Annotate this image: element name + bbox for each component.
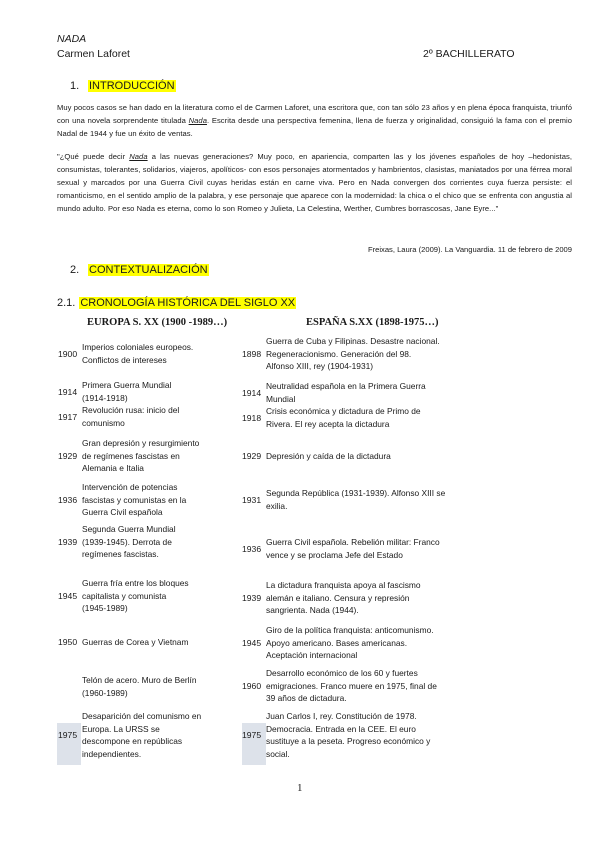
section-2-title: CONTEXTUALIZACIÓN [89,264,208,276]
spain-year-1931: 1931 [242,494,262,505]
europe-event-line: Gran depresión y resurgimiento [82,438,200,448]
intro-work-title: Nada [188,116,207,125]
intro-text-start: Muy pocos casos se han dado en la literatura como el de Carmen Laforet, una escritora que, con tan sólo 23 años y en plena época franquista, triunfó con una novela sorprendente titulada [57,103,572,125]
europe-event-line: Telón de acero. Muro de Berlín [82,675,197,685]
page-number: 1 [297,782,303,794]
spain-event-line: Alfonso XIII, rey (1904-1931) [266,361,374,371]
europe-event-line: Segunda Guerra Mundial [82,524,176,534]
header-course: 2º BACHILLERATO [423,48,515,60]
quote-text-end: a las nuevas generaciones? Muy poco, en apariencia, comparten las y los jóvenes españoles de hoy –hedonistas, consumistas, tolerantes, solidarios, viajeros, apolíticos- con esos personajes atormentados y hambrientos, clasistas, maniatados por una férrea moral sexual y marcados por una Guerra Civil cuyas heridas están en carne viva. Pero en Nada convergen dos corrientes cuya fuerza persiste: el romanticismo, en el sentido amplio de la palabra, y ese personaje que aparece con la modernidad: la chica o el chico que se enfrenta con angustia al mundo adulto. Por eso Nada es eterna, como lo son Romeo y Julieta, La Celestina, Werther, Cumbres borrascosas, Jane Eyre..." [57,152,572,213]
europe-event-line: Guerras de Corea y Vietnam [82,637,189,647]
spain-event-line: Giro de la política franquista: anticomunismo. [266,625,434,635]
spain-event-line: Desarrollo económico de los 60 y fuertes [266,668,418,678]
spain-event-line: Depresión y caída de la dictadura [266,451,391,461]
europe-event-line: (1945-1989) [82,603,128,613]
europe-event-line: (1914-1918) [82,392,128,403]
spain-event-line: exilia. [266,500,288,511]
europe-event-line: Intervención de potencias [82,482,178,492]
europe-event-line: comunismo [82,417,125,428]
spain-event-line: Guerra de Cuba y Filipinas. Desastre nacional. [266,336,440,346]
europe-year-1950: 1950 [58,637,78,648]
spain-event-line: Rivera. El rey acepta la dictadura [266,418,390,429]
europe-event-line: capitalista y comunista [82,590,167,601]
quote-text-start: "¿Qué puede decir [57,152,130,161]
europe-year-1945: 1945 [58,590,78,601]
europe-year-1939: 1939 [58,536,78,547]
section-1-heading [70,80,176,92]
spain-event-line: Segunda República (1931-1939). Alfonso XIII se [266,488,446,498]
spain-event-line: alemán e italiano. Censura y represión [266,592,410,603]
spain-event-line: Regeneracionismo. Generación del 98. [266,348,412,359]
europe-event-line: Europa. La URSS se [82,723,160,734]
spain-event-line: Guerra Civil española. Rebelión militar: Franco [266,537,440,547]
europe-year-1929: 1929 [58,450,78,461]
europe-year-1900: 1900 [58,348,78,359]
europe-event-line: fascistas y comunistas en la [82,494,187,505]
spain-event-line: Aceptación internacional [266,650,358,660]
spain-event-line: Apoyo americano. Bases americanas. [266,637,408,648]
section-1-number: 1. [70,80,80,92]
section-1-title: INTRODUCCIÓN [89,80,175,92]
europe-year-1917: 1917 [58,411,78,422]
europe-event-line: regímenes fascistas. [82,549,159,559]
spain-year-1939: 1939 [242,592,262,603]
europe-event-line: Guerra Civil española [82,507,163,517]
spain-year-1898: 1898 [242,348,262,359]
spain-year-1918: 1918 [242,412,262,423]
spain-event-line: emigraciones. Franco muere en 1975, final de [266,680,437,691]
section-2-heading [70,264,209,276]
europe-column-header: EUROPA S. XX (1900 -1989…) [87,317,228,328]
europe-event-line: Revolución rusa: inicio del [82,405,180,415]
europe-event-line: Primera Guerra Mundial [82,380,172,390]
section-2-number: 2. [70,264,80,276]
spain-year-1975: 1975 [242,730,262,740]
europe-event-line: de regímenes fascistas en [82,450,180,461]
subsection-2-1-number: 2.1. [57,297,76,309]
spain-year-1936: 1936 [242,543,262,554]
europe-year-1914: 1914 [58,386,78,397]
europe-event-line: Guerra fría entre los bloques [82,578,189,588]
spain-event-line: Neutralidad española en la Primera Guerra [266,381,426,391]
europe-event-line: independientes. [82,748,142,759]
spain-event-line: Democracia. Entrada en la CEE. El euro [266,723,416,734]
spain-event-line: La dictadura franquista apoya al fascismo [266,580,421,590]
europe-event-line: Imperios coloniales europeos. [82,342,194,352]
intro-paragraph [57,101,572,140]
spain-year-1960: 1960 [242,680,262,691]
europe-event-line: (1960-1989) [82,687,128,698]
subsection-2-1-heading [57,297,296,309]
spain-event-line: sangrienta. Nada (1944). [266,605,359,615]
spain-event-line: sustituye a la peseta. Progreso económico y [266,736,431,746]
spain-event-line: Juan Carlos I, rey. Constitución de 1978. [266,711,417,721]
europe-event-line: (1939-1945). Derrota de [82,536,172,547]
spain-event-line: 39 años de dictadura. [266,693,347,703]
europe-year-1975: 1975 [58,730,78,740]
spain-event-line: vence y se proclama Jefe del Estado [266,549,403,560]
europe-event-line: Conflictos de intereses [82,354,167,365]
quote-paragraph [57,150,572,215]
europe-event-line: Alemania e Italia [82,463,144,473]
spain-year-1929: 1929 [242,451,262,462]
spain-column-header: ESPAÑA S.XX (1898-1975…) [306,317,439,328]
europe-event-line: descompone en repúblicas [82,736,183,746]
quote-citation: Freixas, Laura (2009). La Vanguardia. 11 de febrero de 2009 [367,245,572,254]
header-author: Carmen Laforet [57,48,130,60]
spain-event-line: Mundial [266,393,296,404]
spain-event-line: Crisis económica y dictadura de Primo de [266,406,421,416]
quote-work-title: Nada [129,152,148,161]
europe-event-line: Desaparición del comunismo en [82,711,202,721]
subsection-2-1-title: CRONOLOGÍA HISTÓRICA DEL SIGLO XX [80,297,296,309]
intro-text-end: . Escrita desde una perspectiva femenina, llena de fuerza y originalidad, consiguió la fama con el premio Nadal de 1944 y fue un éxito de ventas. [57,116,572,138]
europe-year-1936: 1936 [58,494,78,505]
spain-event-line: social. [266,748,290,759]
header-title: NADA [57,33,87,45]
spain-year-1914: 1914 [242,387,262,398]
spain-year-1945: 1945 [242,637,262,648]
